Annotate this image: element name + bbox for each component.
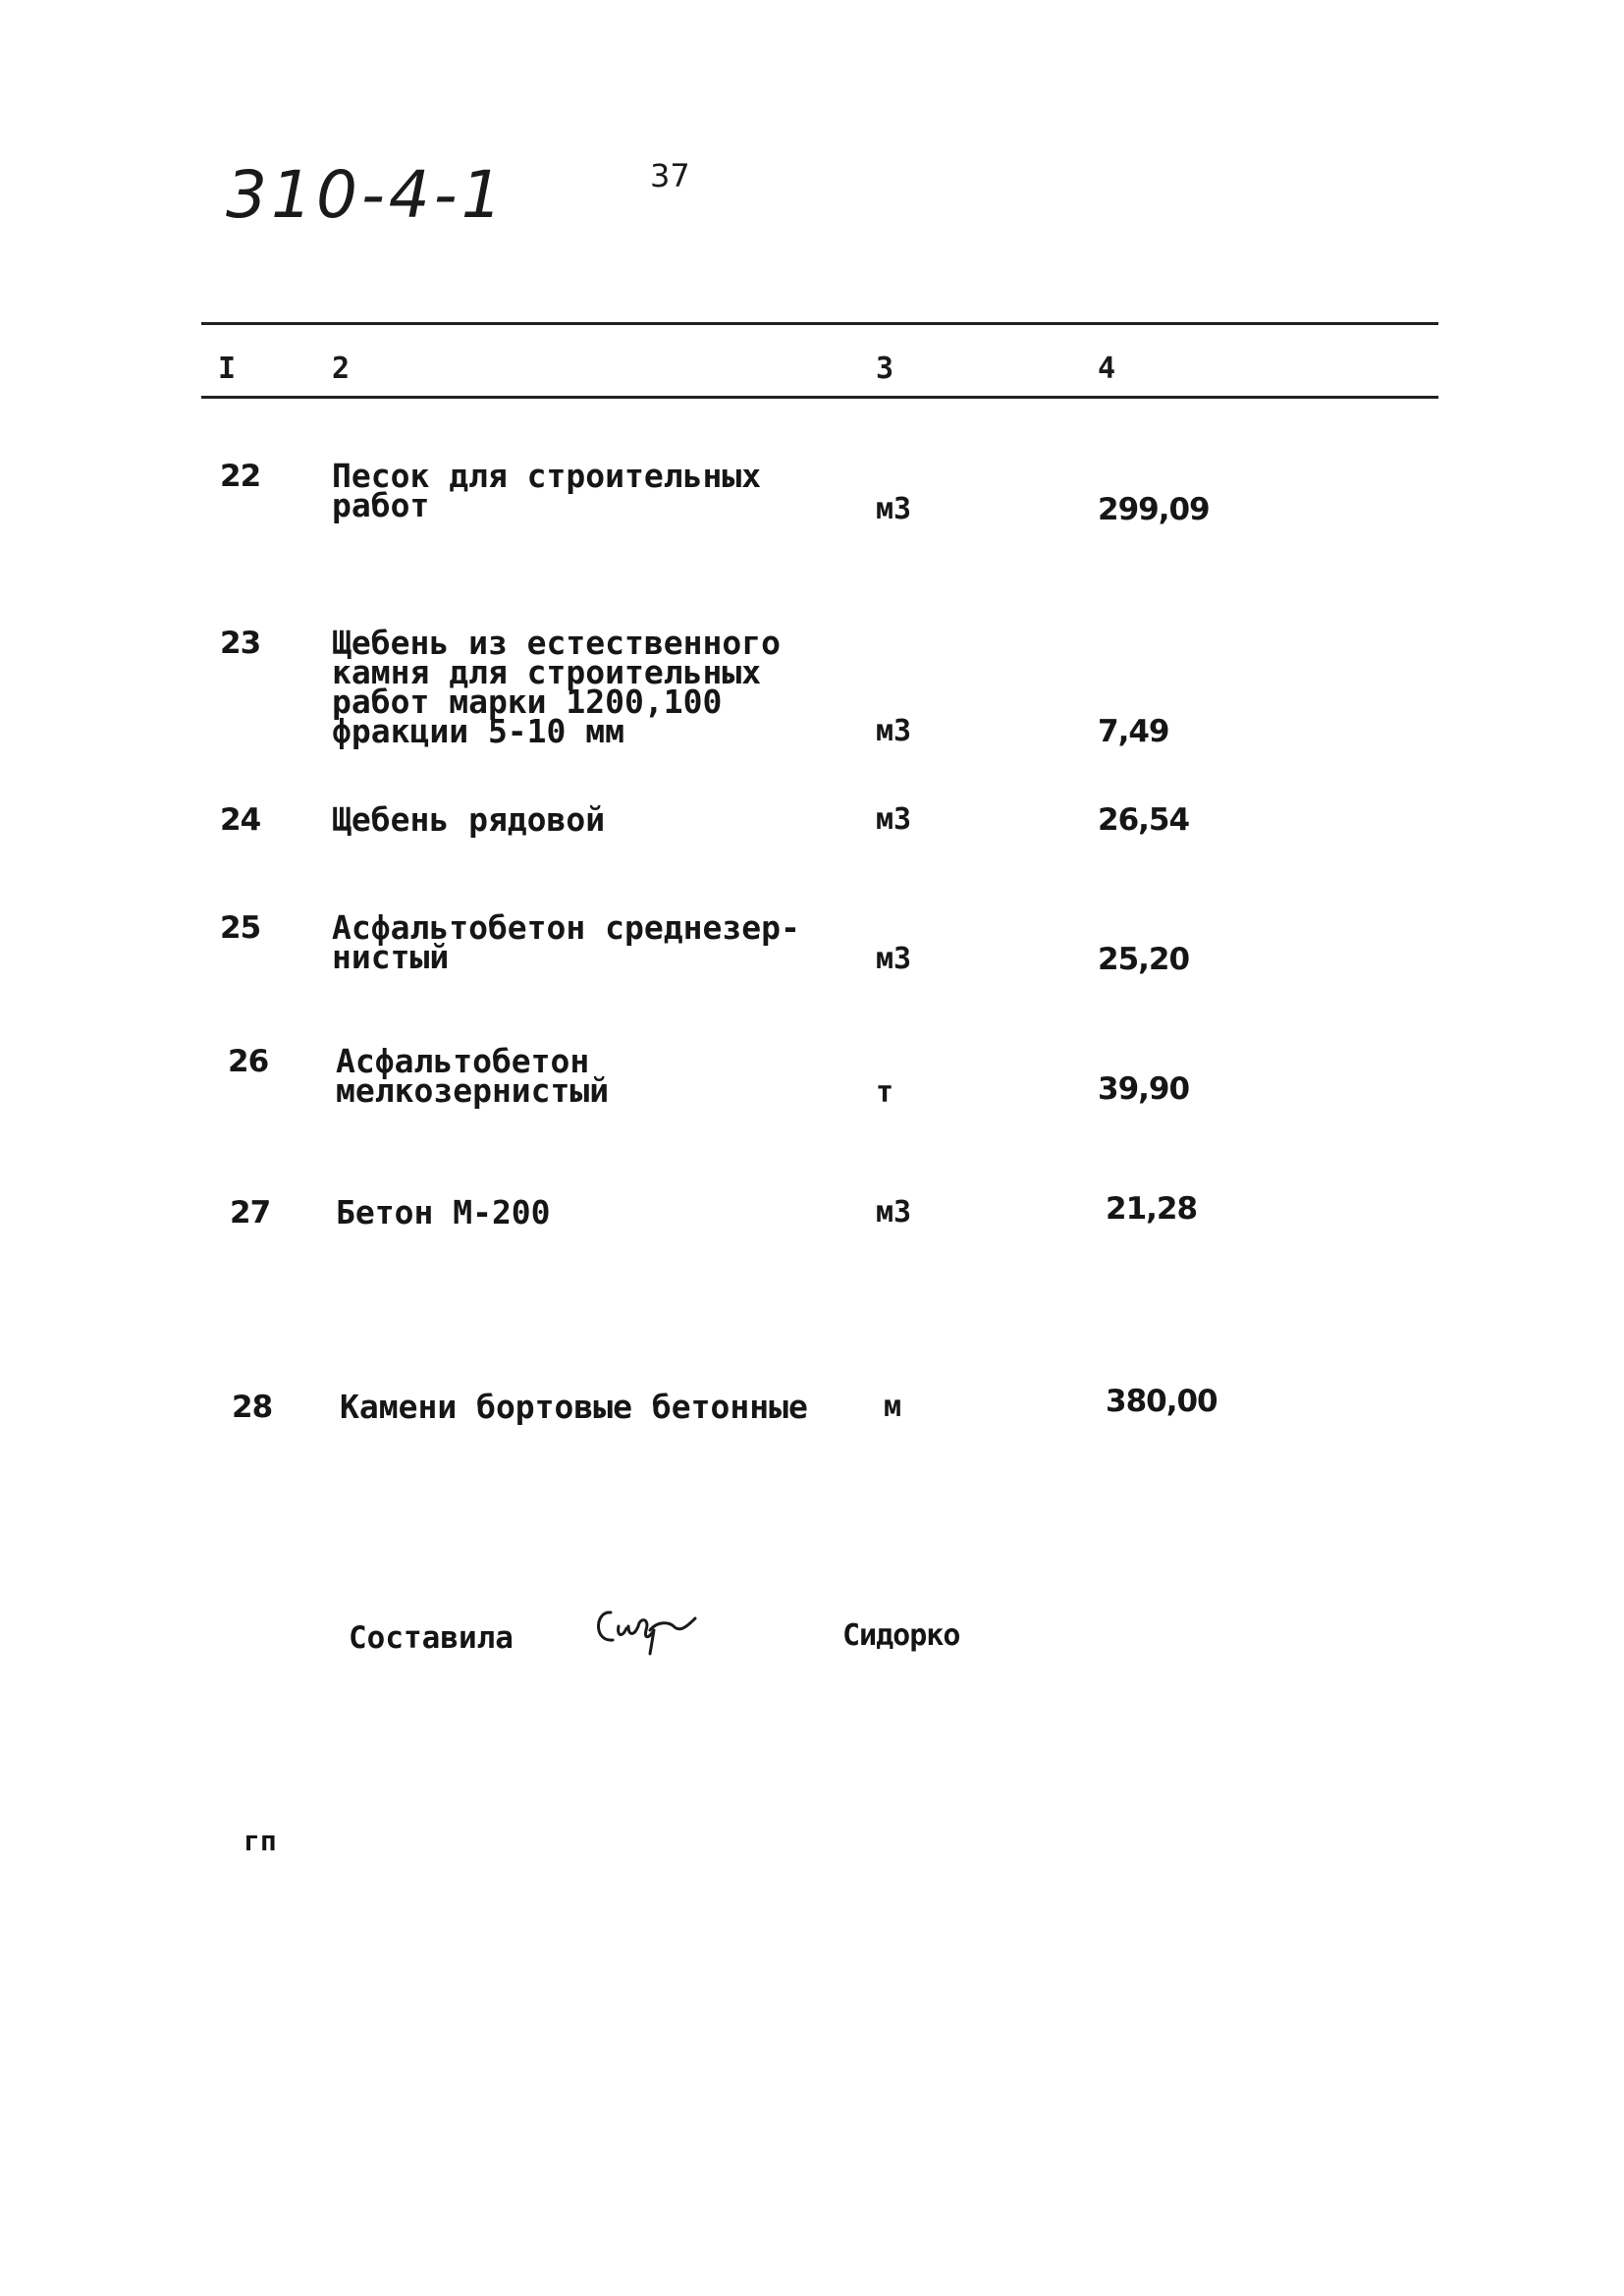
compiled-by-label: Составила [349, 1620, 514, 1656]
item-name: Асфальтобетон мелкозернистый [336, 1042, 610, 1110]
row-number: 22 [220, 459, 261, 494]
item-name: Щебень из естественного камня для строительных работ марки 1200,100 фракции 5-10 мм [332, 624, 781, 750]
item-price: 25,20 [1098, 942, 1190, 977]
item-unit: т [876, 1075, 894, 1110]
document-code: 310-4-1 [226, 157, 507, 233]
row-number: 28 [232, 1390, 273, 1425]
item-unit: м3 [876, 492, 912, 526]
column-header-2: 2 [332, 352, 351, 386]
row-number: 26 [228, 1044, 269, 1079]
signer-name: Сидорко [842, 1618, 960, 1653]
table-top-rule [201, 322, 1438, 325]
item-name: Асфальтобетон среднезер- нистый [332, 908, 800, 976]
item-price: 7,49 [1098, 714, 1169, 749]
page-number: 37 [650, 157, 690, 194]
item-price: 39,90 [1098, 1071, 1190, 1107]
item-unit: м3 [876, 714, 912, 748]
item-unit: м3 [876, 942, 912, 976]
table-header-rule [201, 396, 1438, 399]
item-name: Бетон М-200 [336, 1193, 551, 1231]
footer-mark: гп [244, 1825, 277, 1857]
item-price: 26,54 [1098, 802, 1190, 838]
item-price: 380,00 [1106, 1384, 1218, 1419]
item-price: 299,09 [1098, 492, 1210, 527]
item-name: Щебень рядовой [332, 800, 606, 839]
column-header-1: I [218, 352, 237, 386]
item-unit: м [884, 1390, 902, 1424]
item-name: Камени бортовые бетонные [340, 1388, 808, 1426]
item-price: 21,28 [1106, 1191, 1198, 1227]
column-header-4: 4 [1098, 352, 1116, 386]
row-number: 27 [230, 1195, 271, 1230]
item-unit: м3 [876, 802, 912, 837]
row-number: 24 [220, 802, 261, 838]
row-number: 23 [220, 626, 261, 661]
handwritten-signature [589, 1591, 717, 1669]
row-number: 25 [220, 910, 261, 946]
item-unit: м3 [876, 1195, 912, 1230]
item-name: Песок для строительных работ [332, 457, 762, 524]
column-header-3: 3 [876, 352, 894, 386]
